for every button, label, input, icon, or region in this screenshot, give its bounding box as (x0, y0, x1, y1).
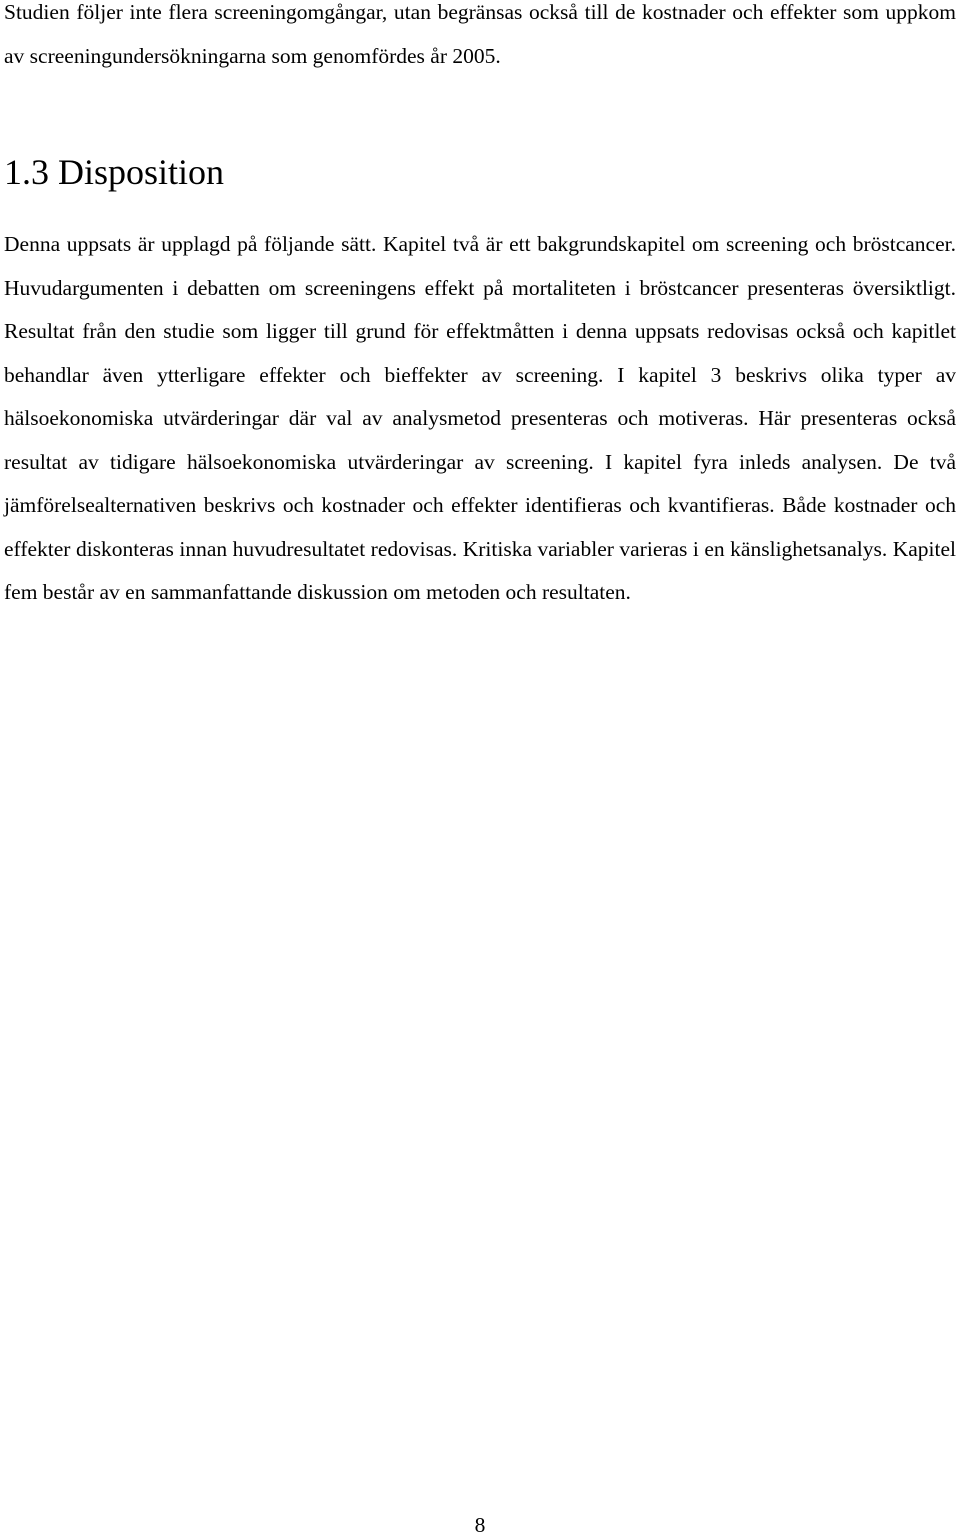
intro-paragraph: Studien följer inte flera screeningomgångar, utan begränsas också till de kostnader och effekter som uppkom av screeningundersökningarna som genomfördes år 2005. (4, 0, 956, 68)
section-heading: 1.3 Disposition (4, 152, 225, 192)
page-number: 8 (474, 1513, 486, 1537)
disposition-paragraph: Denna uppsats är upplagd på följande sätt. Kapitel två är ett bakgrundskapitel om screening och bröstcancer. Huvudargumenten i debatten om screeningens effekt på mortaliteten i bröstcancer presenteras översiktligt. Resultat från den studie som ligger till grund för effektmåtten i denna uppsats redovisas också och kapitlet behandlar även ytterligare effekter och bieffekter av screening. I kapitel 3 beskrivs olika typer av hälsoekonomiska utvärderingar där val av analysmetod presenteras och motiveras. Här presenteras också resultat av tidigare hälsoekonomiska utvärderingar av screening. I kapitel fyra inleds analysen. De två jämförelsealternativen beskrivs och kostnader och effekter identifieras och kvantifieras. Både kostnader och effekter diskonteras innan huvudresultatet redovisas. Kritiska variabler varieras i en känslighetsanalys. Kapitel fem består av en sammanfattande diskussion om metoden och resultaten. (4, 232, 956, 604)
